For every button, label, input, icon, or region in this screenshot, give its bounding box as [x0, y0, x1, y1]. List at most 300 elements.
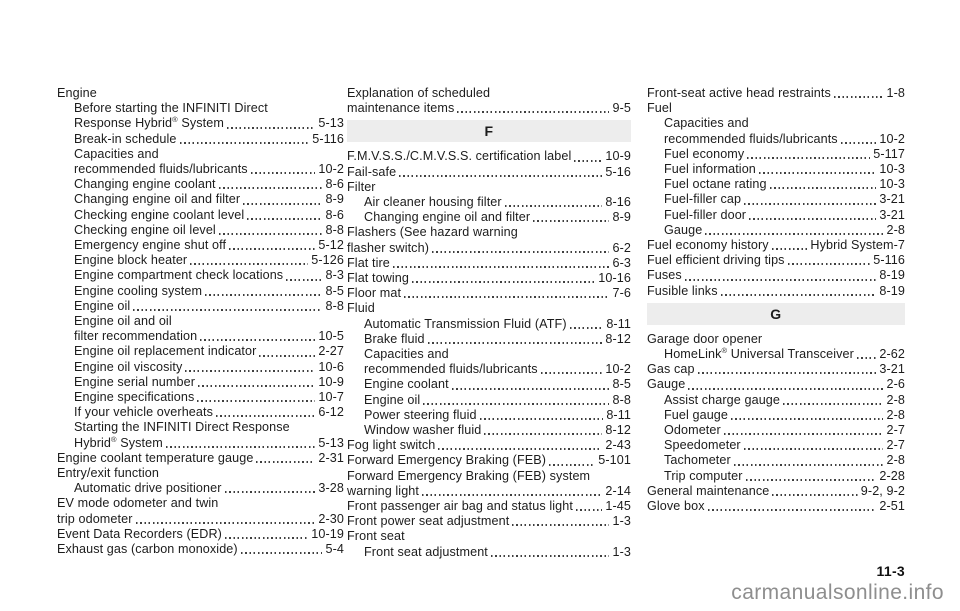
- entry-text: Before starting the INFINITI Direct: [74, 101, 268, 116]
- dot-leader: [685, 279, 877, 281]
- index-entry: [347, 195, 631, 210]
- entry-text: Gas cap: [647, 362, 695, 377]
- dot-leader: [744, 203, 876, 205]
- index-entry: [647, 147, 905, 162]
- dot-leader: [259, 355, 315, 357]
- index-entry: [347, 225, 631, 240]
- entry-text: Front power seat adjustment: [347, 514, 510, 529]
- entry-text: Break-in schedule: [74, 131, 177, 146]
- entry-text: Capacities and: [664, 116, 749, 131]
- entry-text: Automatic drive positioner: [74, 481, 222, 496]
- entry-page-reference: 3-28: [318, 481, 344, 496]
- entry-text: Explanation of scheduled: [347, 86, 491, 100]
- registered-trademark-symbol: ®: [111, 434, 117, 444]
- dot-leader: [533, 220, 609, 222]
- entry-page-reference: 8-11: [606, 407, 631, 422]
- entry-text: Flashers (See hazard warning: [347, 225, 518, 240]
- entry-page-reference: 3-21: [879, 362, 905, 377]
- entry-page-reference: 2-14: [605, 483, 631, 498]
- registered-trademark-symbol: ®: [721, 345, 728, 355]
- entry-text: General maintenance: [647, 483, 770, 498]
- index-entry: [347, 317, 631, 332]
- dot-leader: [219, 233, 323, 235]
- index-entry: [347, 362, 631, 377]
- entry-page-reference: 8-5: [612, 377, 631, 392]
- dot-leader: [200, 339, 315, 341]
- entry-text: Capacities and: [74, 146, 159, 161]
- entry-text: Engine oil: [74, 298, 131, 313]
- dot-leader: [505, 205, 603, 207]
- entry-text: Fuel-filler cap: [664, 192, 742, 207]
- dot-leader: [708, 509, 877, 511]
- index-entry: [347, 180, 631, 195]
- entry-page-reference: 2-8: [886, 407, 905, 422]
- entry-page-reference: 2-8: [886, 222, 905, 237]
- entry-text: Starting the INFINITI Direct Response: [74, 420, 290, 435]
- index-column-left: [57, 86, 344, 557]
- entry-page-reference: 8-19: [879, 283, 905, 298]
- entry-text: Front passenger air bag and status light: [347, 499, 573, 514]
- entry-page-reference: 8-8: [325, 298, 344, 313]
- entry-text: Fuses: [647, 268, 682, 283]
- index-entry: [347, 377, 631, 392]
- index-entry: [57, 375, 344, 390]
- entry-text: Flat tire: [347, 255, 390, 270]
- index-entry: [647, 423, 905, 438]
- entry-page-reference: 8-9: [612, 210, 631, 225]
- entry-page-reference: 10-2: [879, 131, 905, 146]
- dot-leader: [205, 294, 322, 296]
- entry-page-reference: 10-16: [598, 271, 631, 286]
- index-entry: [647, 116, 905, 131]
- entry-text: recommended fluids/lubricants: [364, 362, 538, 377]
- entry-text: recommended fluids/lubricants: [664, 131, 838, 146]
- entry-page-reference: 10-19: [311, 526, 344, 541]
- index-entry: [347, 332, 631, 347]
- entry-page-reference: 7-6: [612, 286, 631, 301]
- index-column-right: [647, 86, 905, 514]
- entry-text: Changing engine oil and filter: [364, 210, 531, 225]
- index-entry: [347, 423, 631, 438]
- dot-leader: [749, 218, 876, 220]
- entry-page-reference: 1-3: [612, 544, 631, 559]
- entry-page-reference: 9-2, 9-2: [860, 483, 905, 498]
- index-entry: [57, 451, 344, 466]
- entry-page-reference: 5-116: [312, 131, 344, 146]
- dot-leader: [747, 157, 870, 159]
- entry-text: Forward Emergency Braking (FEB) system: [347, 468, 591, 483]
- dot-leader: [457, 111, 609, 113]
- entry-text: Fog light switch: [347, 438, 436, 453]
- dot-leader: [423, 403, 609, 405]
- dot-leader: [772, 248, 808, 250]
- entry-page-reference: 10-3: [879, 177, 905, 192]
- entry-page-reference: 3-21: [879, 192, 905, 207]
- registered-trademark-symbol: ®: [172, 115, 178, 125]
- index-entry: [57, 284, 344, 299]
- dot-leader: [219, 187, 323, 189]
- entry-text: Hybrid® System: [74, 434, 163, 450]
- entry-page-reference: 10-9: [318, 374, 344, 389]
- entry-page-reference: 2-6: [886, 377, 905, 392]
- index-entry: [347, 286, 631, 301]
- index-entry: [57, 481, 344, 496]
- dot-leader: [744, 448, 884, 450]
- dot-leader: [227, 127, 315, 129]
- entry-text: Flat towing: [347, 271, 409, 286]
- index-entry: [647, 362, 905, 377]
- index-entry: [57, 238, 344, 253]
- dot-leader: [247, 218, 322, 220]
- entry-page-reference: 2-43: [605, 438, 631, 453]
- index-entry: [57, 299, 344, 314]
- index-entry: [347, 393, 631, 408]
- index-entry: [347, 241, 631, 256]
- entry-page-reference: 2-31: [318, 450, 344, 465]
- index-entry: [647, 223, 905, 238]
- entry-text: Emergency engine shut off: [74, 238, 227, 253]
- entry-text: Front seat adjustment: [364, 544, 488, 559]
- entry-text: Speedometer: [664, 438, 741, 453]
- entry-page-reference: Hybrid System-7: [810, 238, 905, 253]
- entry-page-reference: 5-117: [873, 146, 905, 161]
- index-entry: [57, 405, 344, 420]
- entry-text: Odometer: [664, 423, 721, 438]
- index-entry: [57, 147, 344, 162]
- entry-page-reference: 8-11: [606, 316, 631, 331]
- entry-page-reference: 10-9: [605, 149, 631, 164]
- entry-text: Tachometer: [664, 453, 731, 468]
- index-entry: [347, 514, 631, 529]
- entry-text: Fuel information: [664, 162, 756, 177]
- entry-text: Changing engine coolant: [74, 177, 216, 192]
- dot-leader: [688, 388, 883, 390]
- index-entry: [347, 101, 631, 116]
- index-entry: [647, 192, 905, 207]
- dot-leader: [136, 522, 316, 524]
- entry-text: Fuel-filler door: [664, 207, 747, 222]
- entry-text: Fusible links: [647, 283, 718, 298]
- index-entry: [57, 466, 344, 481]
- index-entry: [57, 512, 344, 527]
- entry-text: HomeLink® Universal Transceiver: [664, 345, 854, 362]
- entry-text: Front seat: [347, 529, 405, 544]
- dot-leader: [229, 248, 315, 250]
- entry-page-reference: 5-16: [605, 164, 631, 179]
- dot-leader: [422, 494, 602, 496]
- dot-leader: [734, 464, 884, 466]
- entry-text: maintenance items: [347, 101, 455, 116]
- entry-page-reference: 8-6: [325, 177, 344, 192]
- entry-page-reference: 3-21: [879, 207, 905, 222]
- entry-page-reference: 6-2: [612, 240, 631, 255]
- entry-page-reference: 1-45: [605, 499, 631, 514]
- section-header-F: F: [347, 120, 631, 142]
- entry-text: Floor mat: [347, 286, 402, 301]
- dot-leader: [256, 461, 315, 463]
- dot-leader: [190, 263, 308, 265]
- entry-text: Fuel efficient driving tips: [647, 253, 785, 268]
- dot-leader: [197, 400, 315, 402]
- dot-leader: [841, 142, 877, 144]
- index-entry: [647, 132, 905, 147]
- entry-text: Window washer fluid: [364, 423, 482, 438]
- dot-leader: [549, 464, 595, 466]
- index-entry: [647, 177, 905, 192]
- entry-text: Event Data Recorders (EDR): [57, 526, 222, 541]
- index-entry: [57, 223, 344, 238]
- entry-text: F.M.V.S.S./C.M.V.S.S. certification label: [347, 149, 572, 164]
- dot-leader: [788, 263, 871, 265]
- entry-page-reference: 8-12: [605, 331, 631, 346]
- index-entry: [347, 165, 631, 180]
- entry-text: Automatic Transmission Fluid (ATF): [364, 316, 567, 331]
- index-entry: [647, 238, 905, 253]
- entry-text: If your vehicle overheats: [74, 405, 214, 420]
- entry-page-reference: 2-7: [886, 438, 905, 453]
- index-entry: [57, 436, 344, 451]
- dot-leader: [286, 279, 322, 281]
- index-entry: [647, 499, 905, 514]
- index-entry: [57, 420, 344, 435]
- index-entry: [57, 344, 344, 359]
- entry-text: EV mode odometer and twin: [57, 496, 219, 511]
- dot-leader: [438, 448, 602, 450]
- dot-leader: [731, 418, 883, 420]
- entry-page-reference: 5-4: [325, 542, 344, 557]
- entry-text: Response Hybrid® System: [74, 115, 224, 131]
- dot-leader: [399, 175, 602, 177]
- index-entry: [57, 360, 344, 375]
- entry-text: Trip computer: [664, 468, 743, 483]
- index-entry: [647, 253, 905, 268]
- dot-leader: [724, 433, 884, 435]
- entry-page-reference: 2-30: [318, 511, 344, 526]
- dot-leader: [698, 372, 877, 374]
- entry-page-reference: 10-2: [605, 362, 631, 377]
- dot-leader: [491, 555, 610, 557]
- index-column-middle: [347, 86, 631, 560]
- entry-page-reference: 6-12: [318, 405, 344, 420]
- entry-text: Engine compartment check locations: [74, 268, 284, 283]
- index-entry: [57, 527, 344, 542]
- index-entry: [647, 438, 905, 453]
- entry-text: Glove box: [647, 499, 705, 514]
- index-entry: [347, 256, 631, 271]
- entry-page-reference: 2-27: [318, 344, 344, 359]
- index-entry: [347, 484, 631, 499]
- index-entry: [647, 469, 905, 484]
- entry-text: Checking engine coolant level: [74, 207, 245, 222]
- index-entry: [57, 314, 344, 329]
- index-entry: [647, 453, 905, 468]
- dot-leader: [225, 491, 316, 493]
- dot-leader: [393, 266, 610, 268]
- entry-page-reference: 2-7: [886, 423, 905, 438]
- entry-text: recommended fluids/lubricants: [74, 162, 248, 177]
- page-number: 11-3: [876, 563, 905, 579]
- entry-page-reference: 1-3: [612, 514, 631, 529]
- dot-leader: [432, 251, 610, 253]
- dot-leader: [857, 357, 876, 359]
- entry-text: Forward Emergency Braking (FEB): [347, 453, 547, 468]
- dot-leader: [721, 294, 877, 296]
- dot-leader: [484, 433, 602, 435]
- entry-page-reference: 5-116: [873, 253, 905, 268]
- entry-text: Engine oil replacement indicator: [74, 344, 257, 359]
- dot-leader: [834, 96, 884, 98]
- entry-page-reference: 8-8: [325, 222, 344, 237]
- index-entry: [647, 268, 905, 283]
- entry-text: Checking engine oil level: [74, 222, 216, 237]
- index-entry: [57, 177, 344, 192]
- index-entry: [57, 268, 344, 283]
- entry-page-reference: 8-3: [325, 268, 344, 283]
- entry-text: Air cleaner housing filter: [364, 195, 502, 210]
- dot-leader: [404, 296, 609, 298]
- index-entry: [57, 390, 344, 405]
- dot-leader: [746, 479, 877, 481]
- dot-leader: [770, 187, 877, 189]
- entry-text: Fuel octane rating: [664, 177, 767, 192]
- entry-text: filter recommendation: [74, 329, 198, 344]
- dot-leader: [783, 403, 883, 405]
- entry-text: Engine cooling system: [74, 283, 203, 298]
- entry-page-reference: 2-8: [886, 392, 905, 407]
- entry-page-reference: 10-2: [318, 162, 344, 177]
- entry-text: Power steering fluid: [364, 407, 477, 422]
- entry-text: Engine oil: [364, 392, 421, 407]
- dot-leader: [180, 142, 310, 144]
- dot-leader: [576, 509, 602, 511]
- dot-leader: [243, 203, 322, 205]
- index-entry: [647, 101, 905, 116]
- entry-page-reference: 10-3: [879, 162, 905, 177]
- dot-leader: [574, 160, 602, 162]
- entry-text: Entry/exit function: [57, 466, 159, 481]
- index-entry: [647, 408, 905, 423]
- index-entry: [647, 162, 905, 177]
- dot-leader: [705, 233, 883, 235]
- index-entry: [647, 377, 905, 392]
- entry-text: Engine oil viscosity: [74, 359, 183, 374]
- index-entry: [347, 408, 631, 423]
- dot-leader: [185, 370, 315, 372]
- entry-page-reference: 8-8: [612, 392, 631, 407]
- index-entry: [647, 86, 905, 101]
- entry-page-reference: 1-8: [886, 86, 905, 100]
- entry-page-reference: 5-13: [318, 116, 344, 131]
- entry-text: Assist charge gauge: [664, 392, 781, 407]
- index-entry: [347, 469, 631, 484]
- entry-text: Engine serial number: [74, 374, 196, 389]
- entry-text: Gauge: [664, 222, 703, 237]
- entry-text: warning light: [347, 483, 420, 498]
- index-entry: [57, 101, 344, 116]
- entry-text: Engine coolant: [364, 377, 449, 392]
- dot-leader: [133, 309, 322, 311]
- dot-leader: [225, 537, 308, 539]
- entry-page-reference: 5-101: [598, 453, 631, 468]
- entry-text: Fluid: [347, 301, 375, 316]
- entry-page-reference: 5-126: [311, 253, 344, 268]
- entry-text: Garage door opener: [647, 331, 763, 346]
- index-entry: [647, 393, 905, 408]
- entry-text: Engine specifications: [74, 390, 195, 405]
- index-entry: [57, 192, 344, 207]
- entry-page-reference: 8-12: [605, 423, 631, 438]
- index-entry: [347, 438, 631, 453]
- entry-text: Engine block heater: [74, 253, 188, 268]
- index-entry: [57, 208, 344, 223]
- index-entry: [647, 332, 905, 347]
- index-entry: [347, 271, 631, 286]
- index-entry: [347, 347, 631, 362]
- index-entry: [347, 149, 631, 164]
- entry-text: Fuel economy: [664, 146, 745, 161]
- entry-page-reference: 2-28: [879, 468, 905, 483]
- section-header-G: G: [647, 303, 905, 325]
- entry-text: Exhaust gas (carbon monoxide): [57, 542, 238, 557]
- entry-page-reference: 2-8: [886, 453, 905, 468]
- entry-text: Brake fluid: [364, 331, 425, 346]
- entry-page-reference: 8-16: [605, 195, 631, 210]
- index-entry: [347, 210, 631, 225]
- index-entry: [347, 453, 631, 468]
- dot-leader: [412, 281, 595, 283]
- dot-leader: [480, 418, 604, 420]
- entry-page-reference: 6-3: [612, 255, 631, 270]
- dot-leader: [428, 342, 603, 344]
- index-entry: [57, 496, 344, 511]
- entry-page-reference: 8-9: [325, 192, 344, 207]
- entry-text: Engine: [57, 86, 97, 100]
- dot-leader: [251, 172, 316, 174]
- dot-leader: [759, 172, 876, 174]
- entry-text: Filter: [347, 179, 376, 194]
- entry-text: Front-seat active head restraints: [647, 86, 831, 100]
- index-entry: [57, 116, 344, 131]
- index-entry: [57, 253, 344, 268]
- entry-text: trip odometer: [57, 511, 133, 526]
- entry-text: Engine oil and oil: [74, 314, 172, 329]
- dot-leader: [216, 415, 315, 417]
- entry-page-reference: 8-19: [879, 268, 905, 283]
- entry-text: Fail-safe: [347, 164, 397, 179]
- entry-page-reference: 5-13: [318, 435, 344, 450]
- index-entry: [347, 499, 631, 514]
- entry-page-reference: 2-51: [879, 499, 905, 514]
- index-entry: [647, 208, 905, 223]
- index-entry: [647, 347, 905, 362]
- entry-page-reference: 10-5: [318, 329, 344, 344]
- index-entry: [347, 301, 631, 316]
- dot-leader: [241, 552, 323, 554]
- entry-text: Fuel: [647, 101, 672, 116]
- index-entry: [647, 484, 905, 499]
- entry-page-reference: 10-6: [318, 359, 344, 374]
- entry-text: Changing engine oil and filter: [74, 192, 241, 207]
- dot-leader: [452, 388, 610, 390]
- index-entry: [347, 529, 631, 544]
- entry-page-reference: 8-5: [325, 283, 344, 298]
- entry-text: Capacities and: [364, 347, 449, 362]
- dot-leader: [541, 372, 603, 374]
- entry-page-reference: 5-12: [318, 238, 344, 253]
- entry-text: Gauge: [647, 377, 686, 392]
- dot-leader: [512, 524, 609, 526]
- index-entry: [57, 132, 344, 147]
